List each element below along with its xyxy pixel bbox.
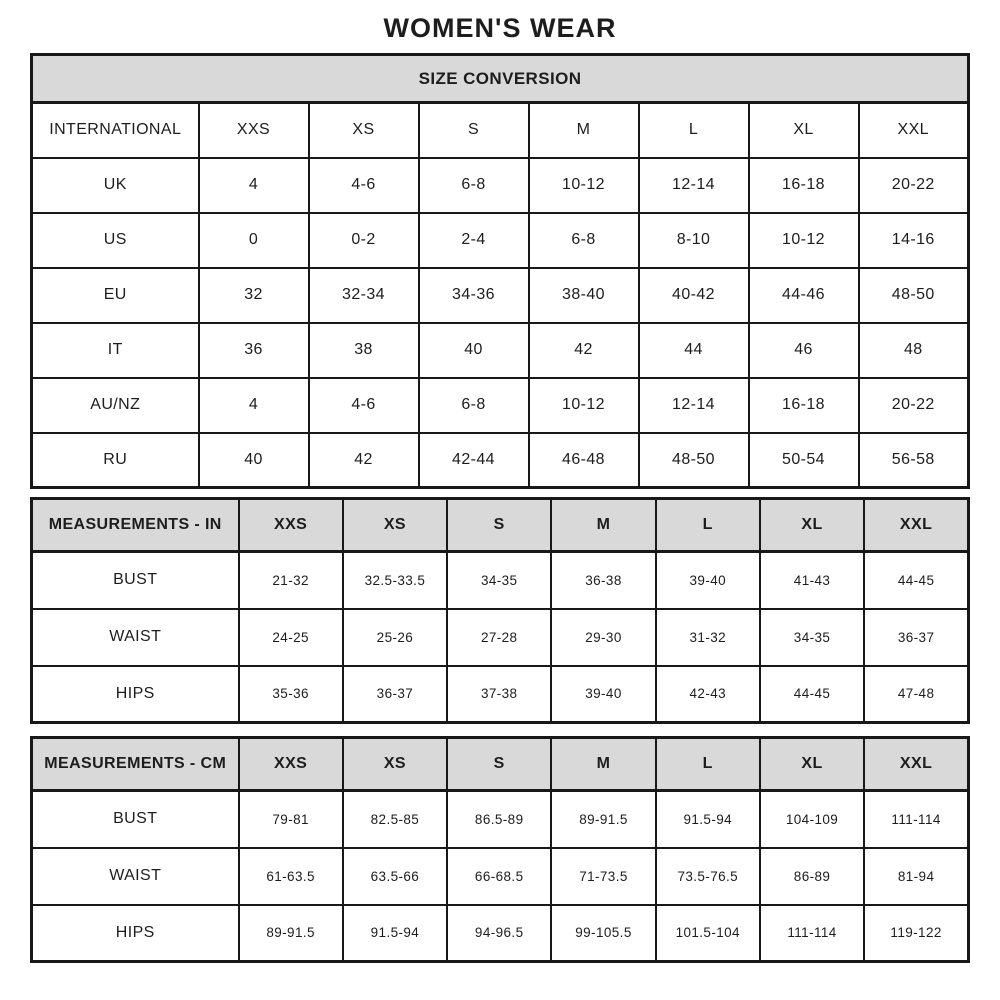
table-cell: 31-32 [656, 609, 760, 666]
size-conversion-table [30, 53, 970, 489]
table-cell: 42 [309, 433, 419, 488]
table-cell: 10-12 [749, 213, 859, 268]
column-header-xl: XL [760, 738, 864, 791]
column-header-xs: XS [309, 103, 419, 158]
table-cell: 56-58 [859, 433, 969, 488]
table-cell: 101.5-104 [656, 905, 760, 962]
measurements-in-table [30, 497, 970, 724]
table-cell: 12-14 [639, 378, 749, 433]
column-header-m: M [529, 103, 639, 158]
table-cell: 44-45 [760, 666, 864, 723]
table-cell: 71-73.5 [551, 848, 655, 905]
table-cell: 14-16 [859, 213, 969, 268]
table-cell: 29-30 [551, 609, 655, 666]
table-gap [0, 489, 1000, 497]
table-row [32, 552, 969, 609]
column-header-xl: XL [760, 499, 864, 552]
table-row [32, 848, 969, 905]
table-cell: 99-105.5 [551, 905, 655, 962]
table-cell: 32 [199, 268, 309, 323]
table-cell: 16-18 [749, 378, 859, 433]
column-header-xxl: XXL [864, 499, 968, 552]
row-label: UK [32, 158, 199, 213]
row-label: WAIST [32, 848, 239, 905]
table-cell: 20-22 [859, 378, 969, 433]
row-label: HIPS [32, 905, 239, 962]
row-label: AU/NZ [32, 378, 199, 433]
table-cell: 94-96.5 [447, 905, 551, 962]
table-cell: 82.5-85 [343, 791, 447, 848]
table-cell: 32-34 [309, 268, 419, 323]
row-label: BUST [32, 791, 239, 848]
row-label: HIPS [32, 666, 239, 723]
table-gap [0, 724, 1000, 736]
table-cell: 34-36 [419, 268, 529, 323]
table-cell: 63.5-66 [343, 848, 447, 905]
table-cell: 42-43 [656, 666, 760, 723]
column-header-xs: XS [343, 499, 447, 552]
table-cell: 32.5-33.5 [343, 552, 447, 609]
table-cell: 0 [199, 213, 309, 268]
measurements-cm-table [30, 736, 970, 963]
table-cell: 6-8 [419, 378, 529, 433]
table-cell: 41-43 [760, 552, 864, 609]
table-cell: 36-38 [551, 552, 655, 609]
table-cell: 38-40 [529, 268, 639, 323]
table-cell: 73.5-76.5 [656, 848, 760, 905]
table-cell: 61-63.5 [239, 848, 343, 905]
column-header-m: M [551, 738, 655, 791]
column-header-s: S [419, 103, 529, 158]
table-cell: 34-35 [447, 552, 551, 609]
table-cell: 86-89 [760, 848, 864, 905]
row-label: IT [32, 323, 199, 378]
row-header-international: INTERNATIONAL [32, 103, 199, 158]
table-cell: 104-109 [760, 791, 864, 848]
column-header-l: L [656, 738, 760, 791]
row-label: RU [32, 433, 199, 488]
table-cell: 86.5-89 [447, 791, 551, 848]
table-cell: 4 [199, 378, 309, 433]
column-header-xxs: XXS [199, 103, 309, 158]
table-title: MEASUREMENTS - IN [32, 499, 239, 552]
column-header-xs: XS [343, 738, 447, 791]
table-cell: 91.5-94 [343, 905, 447, 962]
table-row [32, 609, 969, 666]
table-cell: 44-46 [749, 268, 859, 323]
table-row [32, 666, 969, 723]
table-cell: 40 [199, 433, 309, 488]
column-header-s: S [447, 738, 551, 791]
table-cell: 10-12 [529, 158, 639, 213]
table-row [32, 268, 969, 323]
table-cell: 79-81 [239, 791, 343, 848]
table-cell: 20-22 [859, 158, 969, 213]
table-cell: 39-40 [656, 552, 760, 609]
measurements-cm-header-row [32, 738, 969, 791]
table-cell: 66-68.5 [447, 848, 551, 905]
table-cell: 42-44 [419, 433, 529, 488]
table-cell: 16-18 [749, 158, 859, 213]
table-row [32, 433, 969, 488]
table-cell: 81-94 [864, 848, 968, 905]
row-label: EU [32, 268, 199, 323]
table-cell: 4 [199, 158, 309, 213]
table-cell: 36-37 [343, 666, 447, 723]
table-cell: 35-36 [239, 666, 343, 723]
size-conversion-title: SIZE CONVERSION [32, 55, 969, 103]
column-header-xxs: XXS [239, 499, 343, 552]
table-cell: 119-122 [864, 905, 968, 962]
table-row [32, 158, 969, 213]
table-cell: 4-6 [309, 158, 419, 213]
table-title: MEASUREMENTS - CM [32, 738, 239, 791]
table-cell: 0-2 [309, 213, 419, 268]
table-cell: 4-6 [309, 378, 419, 433]
table-cell: 10-12 [529, 378, 639, 433]
column-header-xl: XL [749, 103, 859, 158]
table-cell: 44-45 [864, 552, 968, 609]
row-label: BUST [32, 552, 239, 609]
table-cell: 47-48 [864, 666, 968, 723]
table-cell: 46-48 [529, 433, 639, 488]
column-header-s: S [447, 499, 551, 552]
column-header-l: L [639, 103, 749, 158]
table-cell: 2-4 [419, 213, 529, 268]
table-cell: 38 [309, 323, 419, 378]
table-cell: 34-35 [760, 609, 864, 666]
table-cell: 44 [639, 323, 749, 378]
table-cell: 89-91.5 [239, 905, 343, 962]
row-label: WAIST [32, 609, 239, 666]
table-cell: 27-28 [447, 609, 551, 666]
table-cell: 42 [529, 323, 639, 378]
page-title: WOMEN'S WEAR [383, 13, 617, 43]
table-cell: 40 [419, 323, 529, 378]
table-cell: 37-38 [447, 666, 551, 723]
table-row [32, 791, 969, 848]
table-cell: 46 [749, 323, 859, 378]
table-cell: 40-42 [639, 268, 749, 323]
table-cell: 21-32 [239, 552, 343, 609]
table-cell: 48 [859, 323, 969, 378]
table-cell: 39-40 [551, 666, 655, 723]
table-cell: 48-50 [639, 433, 749, 488]
column-header-xxs: XXS [239, 738, 343, 791]
table-cell: 24-25 [239, 609, 343, 666]
table-cell: 89-91.5 [551, 791, 655, 848]
column-header-xxl: XXL [864, 738, 968, 791]
table-row [32, 213, 969, 268]
table-cell: 6-8 [529, 213, 639, 268]
column-header-l: L [656, 499, 760, 552]
measurements-in-header-row [32, 499, 969, 552]
table-row [32, 905, 969, 962]
table-cell: 111-114 [760, 905, 864, 962]
table-row [32, 323, 969, 378]
table-cell: 91.5-94 [656, 791, 760, 848]
table-cell: 36 [199, 323, 309, 378]
size-conversion-header-row [32, 103, 969, 158]
table-cell: 111-114 [864, 791, 968, 848]
table-cell: 12-14 [639, 158, 749, 213]
table-cell: 48-50 [859, 268, 969, 323]
table-cell: 8-10 [639, 213, 749, 268]
size-conversion-title-row [32, 55, 969, 103]
column-header-xxl: XXL [859, 103, 969, 158]
column-header-m: M [551, 499, 655, 552]
table-cell: 36-37 [864, 609, 968, 666]
row-label: US [32, 213, 199, 268]
table-cell: 50-54 [749, 433, 859, 488]
table-cell: 6-8 [419, 158, 529, 213]
table-row [32, 378, 969, 433]
table-cell: 25-26 [343, 609, 447, 666]
